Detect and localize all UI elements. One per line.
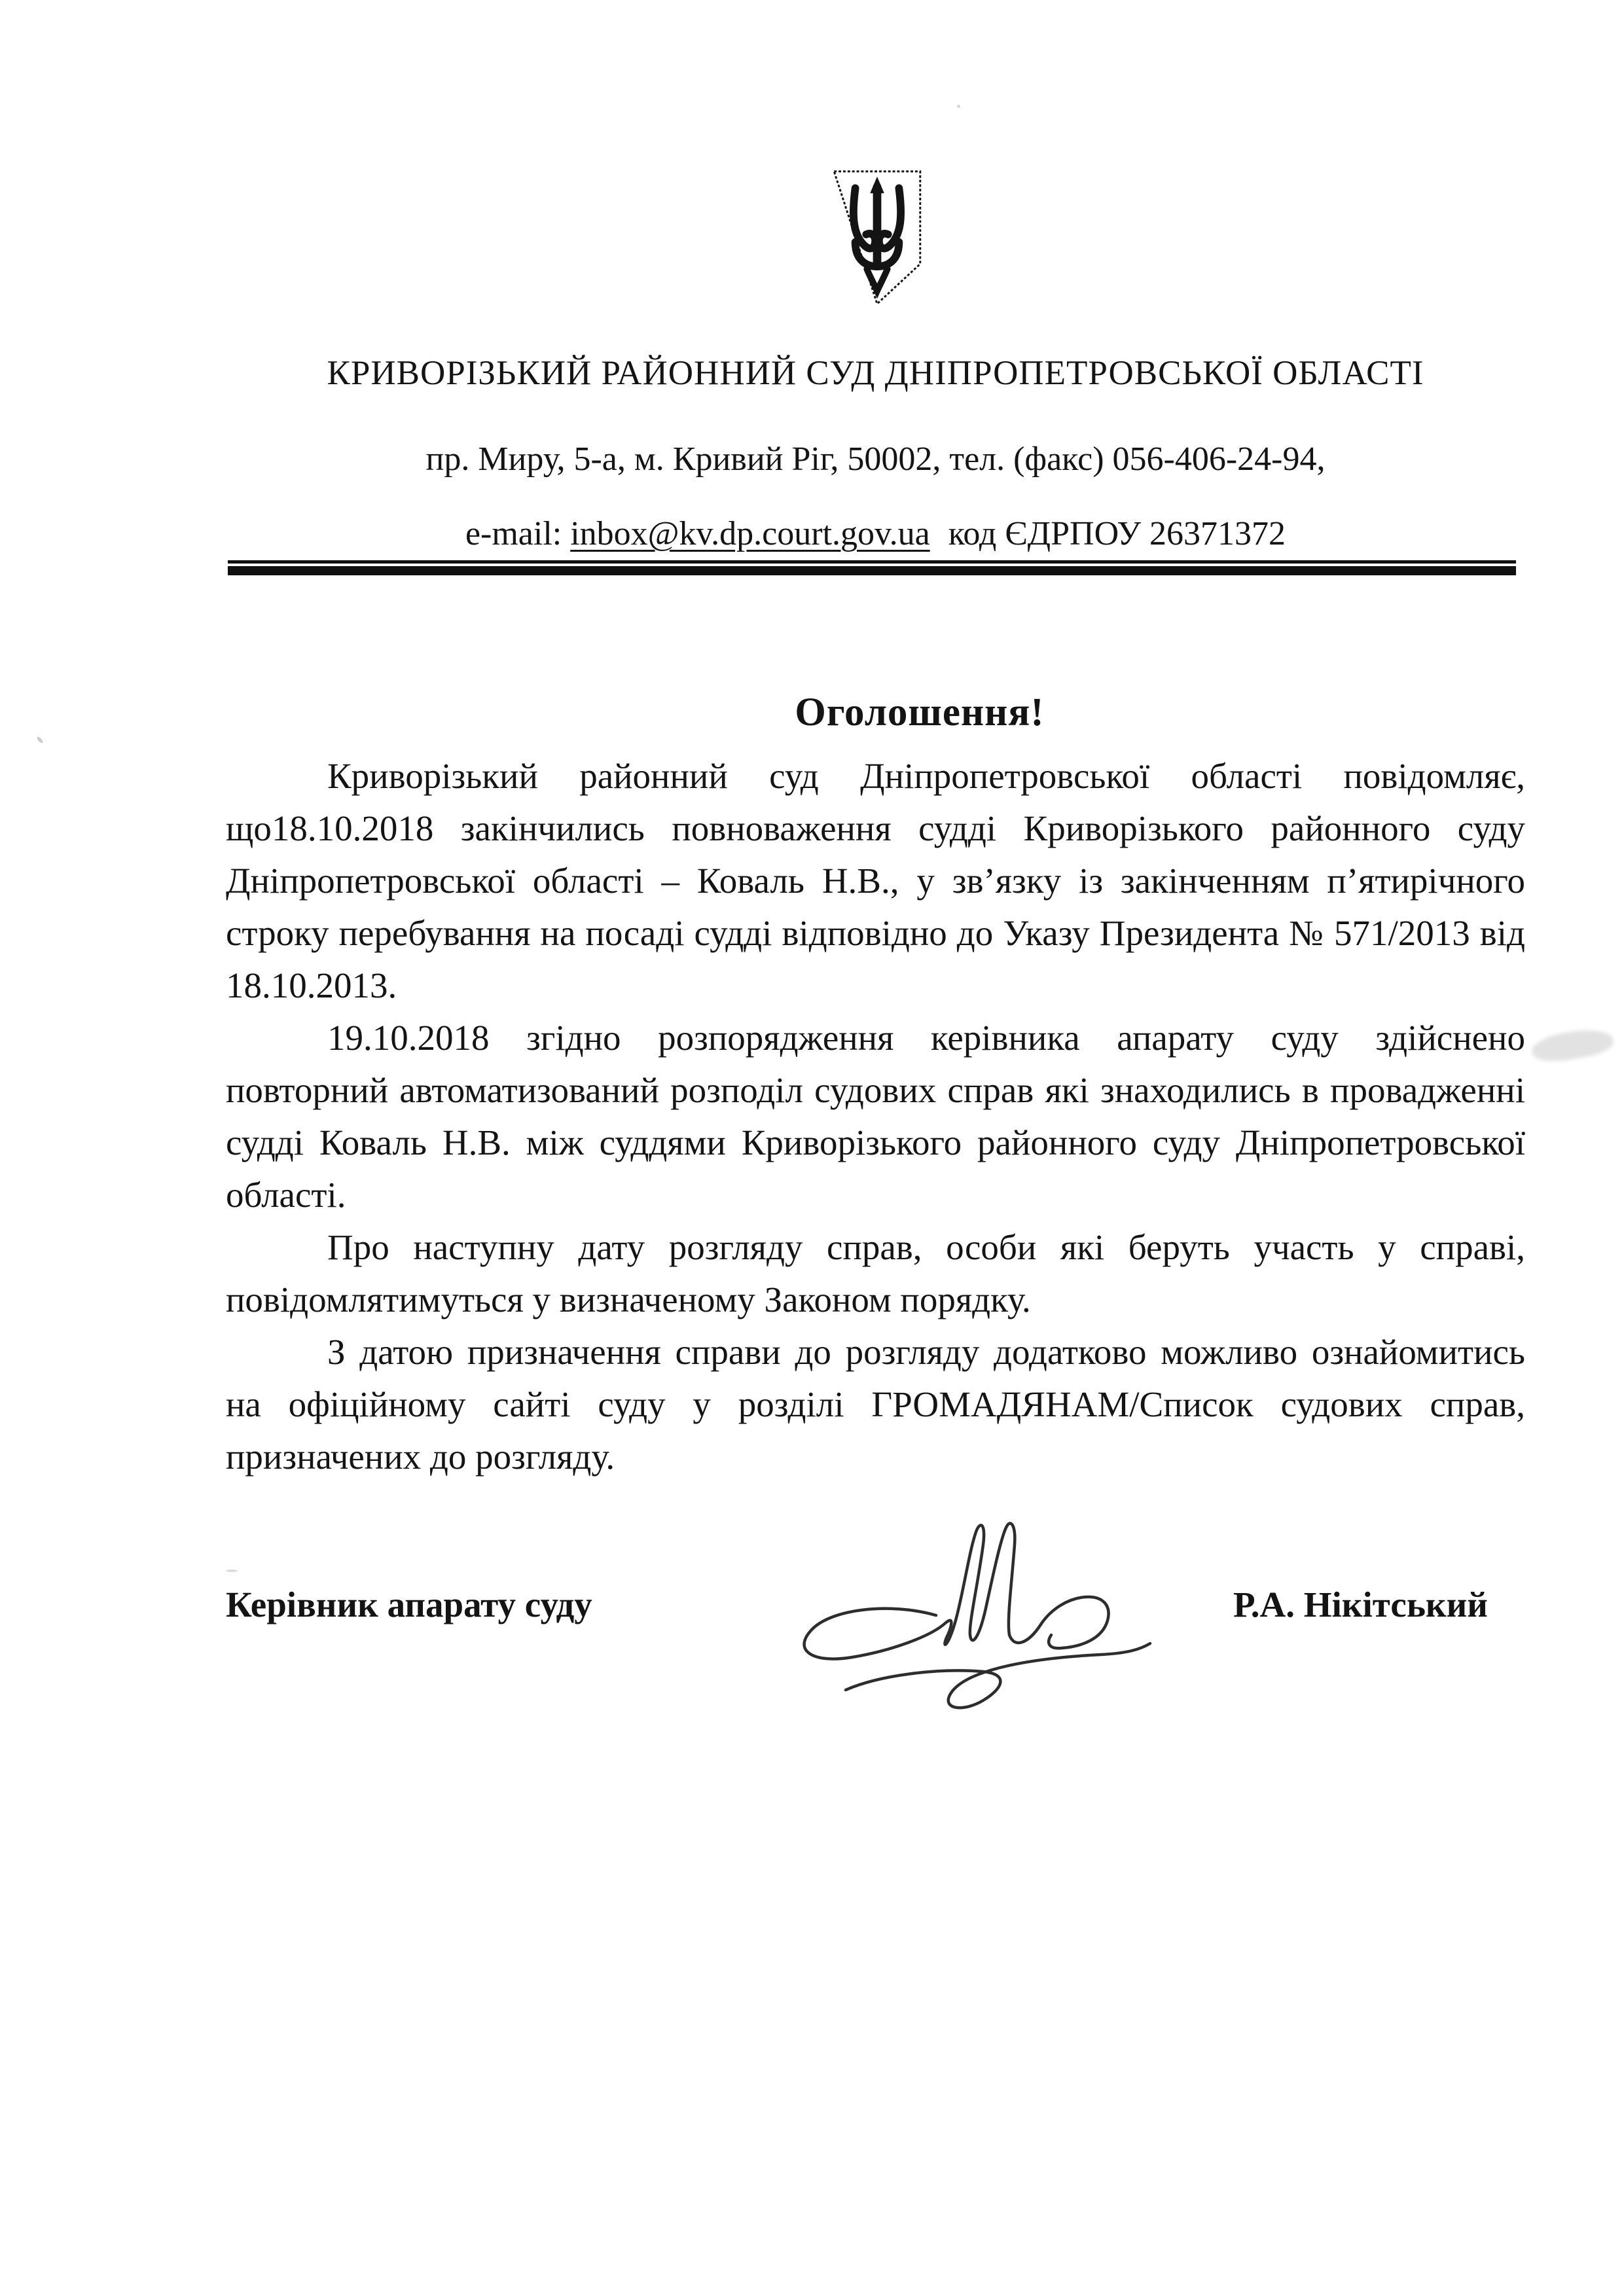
paragraph-2: 19.10.2018 згідно розпорядження керівника апарату суду здійснено повторний автоматизований розподіл судових справ які знаходились в провадженні судді Коваль Н.В. між суддями Криворізького районного суду Дніпропетровської області. (226, 1018, 1525, 1215)
email-label: e-mail: (465, 515, 571, 552)
paragraph-4: З датою призначення справи до розгляду додатково можливо ознайомитись на офіційному сайті суду у розділі ГРОМАДЯНАМ/Список судових справ, призначених до розгляду. (226, 1332, 1525, 1477)
court-address: пр. Миру, 5-а, м. Кривий Ріг, 50002, тел. (факс) 056-406-24-94, (425, 440, 1326, 478)
paragraph-1: Криворізький районний суд Дніпропетровської області повідомляє, що18.10.2018 закінчились повноваження судді Криворізького районного суду Дніпропетровської області – Коваль Н.В., у зв’язку із закінченням п’ятирічного строку перебування на посаді судді відповідно до Указу Президента № 571/2013 від 18.10.2013. (226, 756, 1525, 1005)
scan-artifact (957, 105, 960, 108)
signatory-position: Керівник апарату суду (226, 1585, 592, 1624)
handwritten-signature (772, 1517, 1191, 1733)
scan-artifact-smudge (1530, 1024, 1615, 1066)
email-address: inbox@kv.dp.court.gov.ua (570, 515, 930, 552)
scan-artifact (36, 736, 44, 744)
document-title: Оголошення! (795, 691, 1045, 734)
edrpou-code: код ЄДРПОУ 26371372 (948, 515, 1286, 552)
signatory-name: Р.А. Нікітський (1233, 1585, 1488, 1624)
paragraph-3: Про наступну дату розгляду справ, особи які беруть участь у справі, повідомлятимуться у визначеному Законом порядку. (226, 1227, 1525, 1319)
scan-artifact (226, 1570, 238, 1572)
court-name: КРИВОРІЗЬКИЙ РАЙОННИЙ СУД ДНІПРОПЕТРОВСЬКОЇ ОБЛАСТІ (327, 354, 1424, 392)
letterhead-separator-rule (228, 560, 1516, 575)
ukraine-trident-emblem-icon (829, 168, 926, 309)
court-contact-line (226, 514, 1525, 553)
separator-thick-line (228, 566, 1516, 575)
document-body (226, 750, 1525, 1483)
